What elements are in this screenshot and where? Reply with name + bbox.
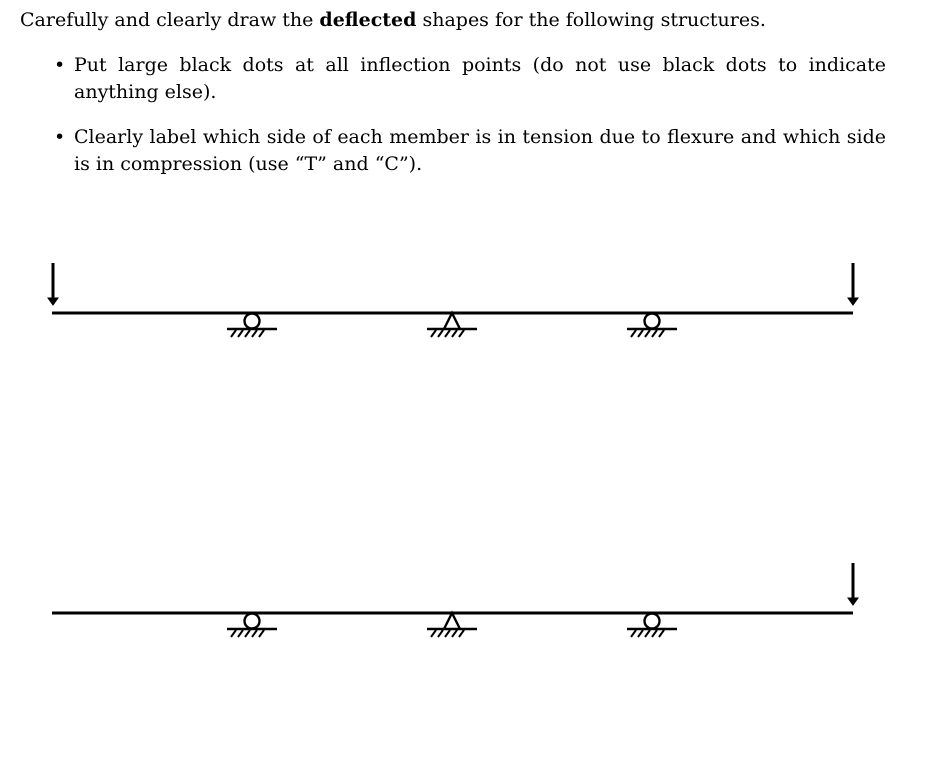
beam-1-right-load-arrow xyxy=(848,263,858,305)
instruction-text: Clearly label which side of each member is in tension due to flexure and which side is in compression (use “T” and “C”). xyxy=(74,126,886,175)
beam-1-roller-support-left xyxy=(227,314,277,338)
beam-1 xyxy=(48,263,858,337)
intro-bold-word: deflected xyxy=(319,9,417,31)
bullet-icon: • xyxy=(54,126,66,148)
beam-2-right-load-arrow xyxy=(848,563,858,605)
beam-1-pin-support xyxy=(427,313,477,337)
beam-1-roller-support-right xyxy=(627,314,677,338)
intro-suffix: shapes for the following structures. xyxy=(416,9,766,31)
beam-2 xyxy=(52,563,858,637)
beam-1-left-load-arrow xyxy=(48,263,58,305)
beam-2-pin-support xyxy=(427,613,477,637)
beam-2-roller-support-left xyxy=(227,614,277,638)
instruction-text: Put large black dots at all inflection points (do not use black dots to indicate anything else). xyxy=(74,54,886,103)
bullet-icon: • xyxy=(54,54,66,76)
intro-prefix: Carefully and clearly draw the xyxy=(20,9,320,31)
beam-2-roller-support-right xyxy=(627,614,677,638)
